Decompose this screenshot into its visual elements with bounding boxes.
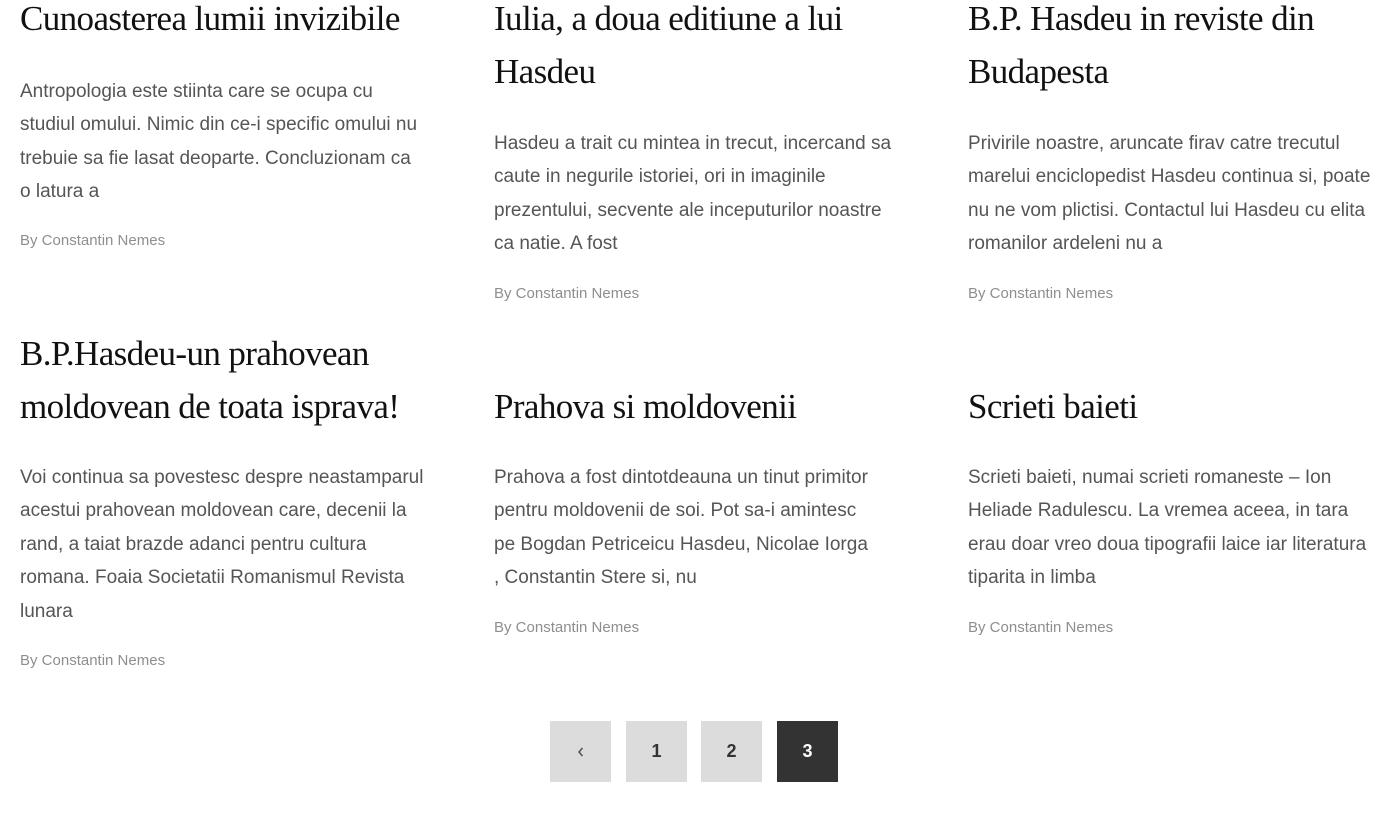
post-excerpt: Prahova a fost dintotdeauna un tinut primitor pentru moldovenii de soi. Pot sa-i amintesc pe Bogdan Petriceicu Hasdeu, Nicolae Iorga , Constantin Stere si, nu bbox=[494, 467, 868, 589]
post-title-link[interactable]: Iulia, a doua editiune a lui Hasdeu bbox=[494, 0, 843, 91]
post-byline[interactable]: By Constantin Nemes bbox=[20, 652, 166, 669]
page-link-2[interactable]: 2 bbox=[701, 721, 762, 782]
post-excerpt: Privirile noastre, aruncate firav catre trecutul marelui enciclopedist Hasdeu continua si, poate nu ne vom plictisi. Contactul lui Hasdeu cu elita romanilor ardeleni nu a bbox=[968, 133, 1371, 255]
post-title-link[interactable]: Scrieti baieti bbox=[968, 387, 1138, 426]
post-card bbox=[20, 0, 440, 249]
post-byline[interactable]: By Constantin Nemes bbox=[494, 285, 640, 302]
post-card bbox=[494, 0, 914, 302]
post-card bbox=[20, 334, 440, 669]
post-card bbox=[968, 387, 1384, 636]
chevron-left-icon bbox=[576, 746, 586, 758]
post-excerpt: Scrieti baieti, numai scrieti romaneste – Ion Heliade Radulescu. La vremea aceea, in tara erau doar vreo doua tipografii laice iar literatura tiparita in limba bbox=[968, 467, 1367, 589]
post-excerpt: Antropologia este stiinta care se ocupa cu studiul omului. Nimic din ce-i specific omului nu trebuie sa fie lasat deoparte. Concluzionam ca o latura a bbox=[20, 81, 418, 203]
post-title-link[interactable]: B.P.Hasdeu-un prahovean moldovean de toata isprava! bbox=[20, 334, 400, 426]
post-byline[interactable]: By Constantin Nemes bbox=[20, 232, 166, 249]
prev-page-button[interactable] bbox=[550, 721, 611, 782]
page-current-3: 3 bbox=[777, 721, 838, 782]
post-byline[interactable]: By Constantin Nemes bbox=[494, 619, 640, 636]
post-excerpt: Hasdeu a trait cu mintea in trecut, incercand sa caute in negurile istoriei, ori in imaginile prezentului, secvente ale inceputurilor noastre ca natie. A fost bbox=[494, 133, 892, 255]
post-card bbox=[968, 0, 1384, 302]
post-title-link[interactable]: Cunoasterea lumii invizibile bbox=[20, 0, 400, 38]
post-excerpt: Voi continua sa povestesc despre neastamparul acestui prahovean moldovean care, decenii la rand, a taiat brazde adanci pentru cultura romana. Foaia Societatii Romanismul Revista lunara bbox=[20, 467, 424, 622]
post-title-link[interactable]: B.P. Hasdeu in reviste din Budapesta bbox=[968, 0, 1315, 91]
post-byline[interactable]: By Constantin Nemes bbox=[968, 619, 1114, 636]
post-card bbox=[494, 387, 914, 636]
page-link-1[interactable]: 1 bbox=[626, 721, 687, 782]
post-title-link[interactable]: Prahova si moldovenii bbox=[494, 387, 797, 426]
post-byline[interactable]: By Constantin Nemes bbox=[968, 285, 1114, 302]
